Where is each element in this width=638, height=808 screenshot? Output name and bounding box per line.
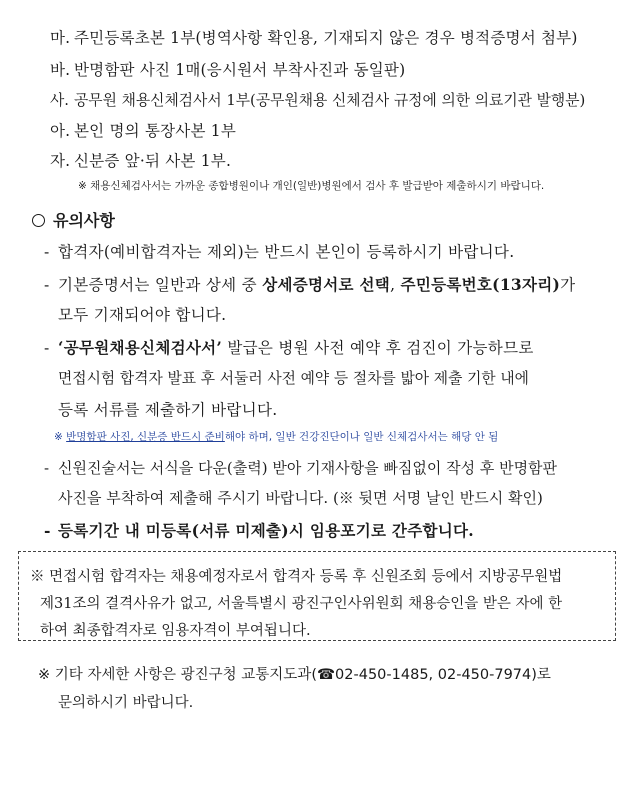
bullet-bold-text: 등록기간 내 미등록(서류 미제출)시 임용포기로 간주합니다. (58, 521, 474, 540)
doc-item-text: 반명함판 사진 1매(응시원서 부착사진과 동일판) (74, 61, 406, 79)
doc-item-ma (50, 26, 578, 48)
doc-item-sa (50, 89, 585, 110)
contact-info (38, 663, 551, 684)
bullet-bold-text: ‘공무원채용신체검사서’ (58, 338, 223, 357)
notice-bullet-5 (44, 519, 474, 541)
notice-bullet-3-cont1: 면접시험 합격자 발표 후 서둘러 사전 예약 등 절차를 밟아 제출 기한 내에 (58, 370, 529, 387)
doc-item-marker: 바. (50, 61, 71, 79)
dash-icon: - (44, 339, 50, 357)
doc-item-marker: 마. (50, 29, 71, 47)
dash-icon: - (44, 276, 50, 294)
doc-item-marker: 아. (50, 122, 71, 140)
bullet-text: , (390, 276, 401, 294)
note-rest: 해야 하며, 일반 건강진단이나 일반 신체검사서는 해당 안 됨 (224, 431, 499, 443)
box-note-line-1: ※ 면접시험 합격자는 채용예정자로서 합격자 등록 후 신원조회 등에서 지방공무원법 (30, 569, 563, 585)
notice-bullet-1 (44, 240, 514, 262)
circle-bullet-icon (32, 214, 45, 227)
dash-icon: - (44, 521, 51, 540)
doc-item-text: 신분증 앞·뒤 사본 1부. (74, 152, 232, 170)
contact-text: )로 (531, 667, 551, 683)
contact-info-line-2: 문의하시기 바랍니다. (58, 695, 194, 711)
bullet-text: 기본증명서는 일반과 상세 중 (58, 276, 263, 294)
section-heading (32, 208, 115, 231)
doc-item-ja (50, 149, 231, 171)
photo-id-note (54, 429, 498, 444)
bullet-text: 가 (560, 276, 576, 294)
bullet-text: 발급은 병원 사전 예약 후 검진이 가능하므로 (222, 339, 534, 357)
notice-bullet-3-cont2: 등록 서류를 제출하기 바랍니다. (58, 401, 278, 419)
doc-item-ba (50, 58, 405, 80)
box-note-line-2: 제31조의 결격사유가 없고, 서울특별시 광진구인사위원회 채용승인을 받은 자에 한 (40, 596, 563, 612)
bullet-bold-text: 주민등록번호(13자리) (400, 275, 561, 294)
phone-icon: ☎ (316, 667, 336, 683)
doc-item-text: 공무원 채용신체검사서 1부(공무원채용 신체검사 규정에 의한 의료기관 발행분) (74, 92, 586, 109)
health-check-note: ※ 채용신체검사서는 가까운 종합병원이나 개인(일반)병원에서 검사 후 발급받아 제출하시기 바랍니다. (78, 180, 545, 192)
doc-item-marker: 사. (50, 92, 69, 109)
note-underlined: 반명함판 사진, 신분증 반드시 준비 (66, 431, 225, 443)
contact-text: ※ 기타 자세한 사항은 광진구청 교통지도과( (38, 667, 317, 683)
doc-item-text: 주민등록초본 1부(병역사항 확인용, 기재되지 않은 경우 병적증명서 첨부) (74, 29, 578, 47)
phone-numbers: 02-450-1485, 02-450-7974 (335, 667, 532, 683)
notice-bullet-4-cont: 사진을 부착하여 제출해 주시기 바랍니다. (※ 뒷면 서명 날인 반드시 확인) (58, 489, 543, 507)
doc-item-a (50, 119, 236, 141)
section-heading-text: 유의사항 (53, 211, 115, 230)
notice-bullet-2-cont: 모두 기재되어야 합니다. (58, 306, 227, 324)
notice-bullet-3 (44, 336, 534, 358)
doc-item-text: 본인 명의 통장사본 1부 (74, 122, 237, 140)
bullet-text: 합격자(예비합격자는 제외)는 반드시 본인이 등록하시기 바랍니다. (58, 243, 515, 261)
note-mark: ※ (54, 431, 67, 443)
bullet-text: 신원진술서는 서식을 다운(출력) 받아 기재사항을 빠짐없이 작성 후 반명함판 (58, 459, 558, 477)
notice-bullet-2 (44, 273, 575, 295)
doc-item-marker: 자. (50, 152, 71, 170)
dash-icon: - (44, 459, 50, 477)
dash-icon: - (44, 243, 50, 261)
bullet-bold-text: 상세증명서로 선택 (262, 275, 391, 294)
box-note-line-3: 하여 최종합격자로 임용자격이 부여됩니다. (40, 623, 311, 639)
notice-bullet-4 (44, 457, 557, 478)
